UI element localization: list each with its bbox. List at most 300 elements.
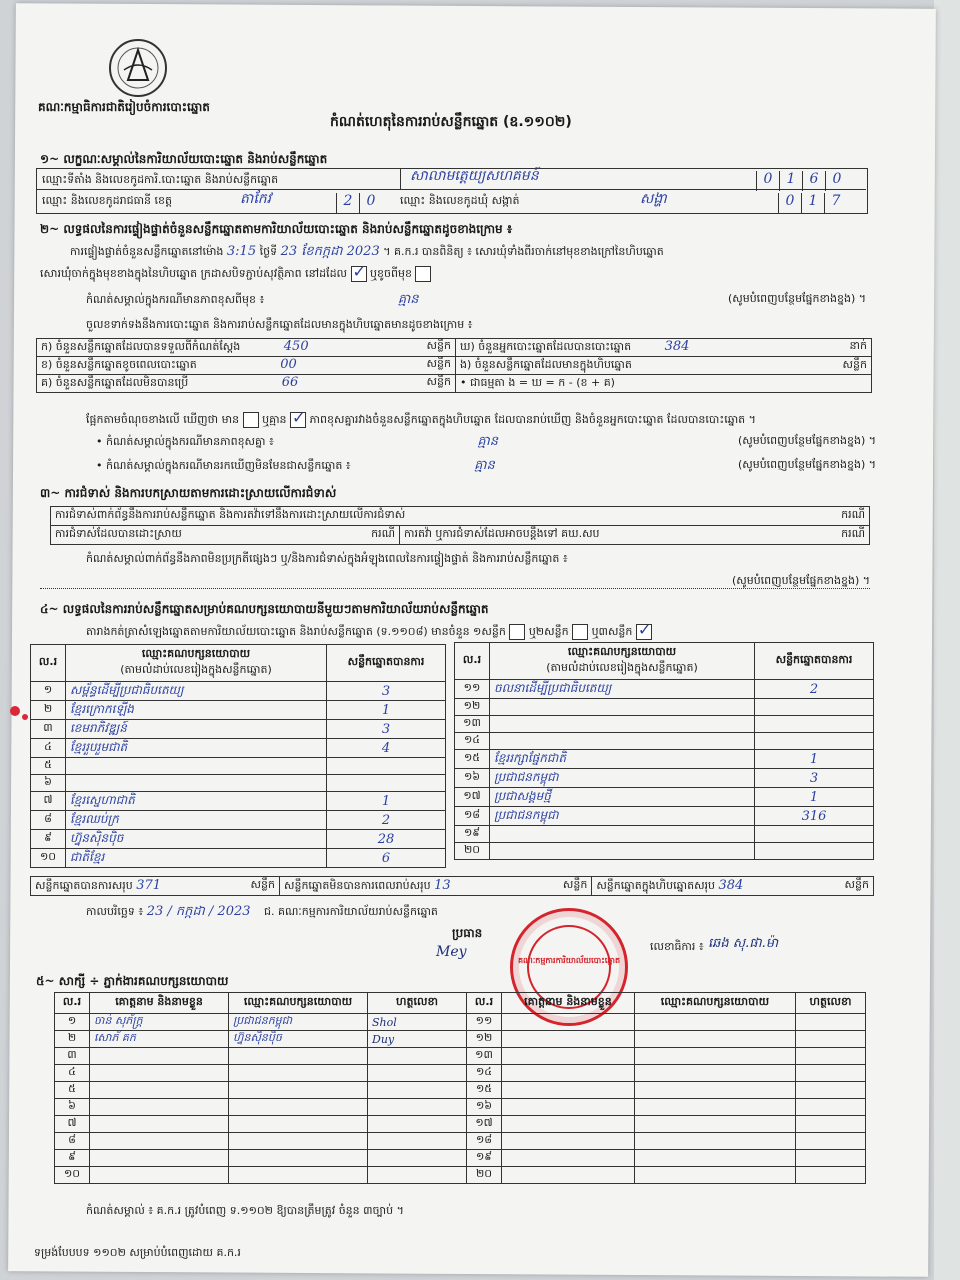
w-col-party: ឈ្មោះគណបក្សនយោបាយ [229,993,368,1014]
row-number: ១៥ [455,750,490,769]
witness-name [90,1167,229,1184]
witness-party [229,1167,368,1184]
total-invalid-value: 13 [434,877,451,893]
s4-sub-text: តារាងកត់ត្រាសំឡេងឆ្នោតតាមការិយាល័យបោះឆ្នោត និងរាប់សន្លឹកឆ្នោត (ទ.១១០៨) មានចំនួន ១សន្លឹក [86,625,506,638]
province-value: តាកែវ [240,191,272,207]
station-code-digit: 6 [802,171,825,191]
witness-no: ១៩ [467,1150,502,1167]
stamp-text: គណៈកម្មការការិយាល័យបោះឆ្នោត [517,956,621,965]
diff-text-a: ផ្អែកតាមចំណុចខាងលើ ឃើញថា មាន [86,413,240,426]
row-number: ២ [31,701,66,720]
sheet1-checkbox[interactable] [509,624,525,640]
diff-yes-checkbox[interactable] [243,412,259,428]
row-number: ៤ [31,739,66,758]
w-col-sign: ហត្ថលេខា [796,993,866,1014]
station-code-digit: 0 [825,171,848,191]
row-number: ៦ [31,775,66,792]
witness-party [634,1099,795,1116]
stain-mark [22,714,28,720]
s2-note-value: គ្មាន [397,292,419,307]
footnote: កំណត់សម្គាល់ ៖ គ.ក.រ ត្រូវបំពេញ ទ.១១០២ ឱ្យបានត្រឹមត្រូវ ចំនួន ៣ច្បាប់ ។ [86,1204,404,1217]
party-name: ចលនាដើម្បីប្រជាធិបតេយ្យ [490,680,755,699]
sheet2-checkbox[interactable] [572,624,588,640]
total-invalid-unit: សន្លឹក [562,877,588,891]
diff-text-b: ឬគ្មាន [262,413,287,426]
witness-sign: Duy [368,1031,467,1048]
witness-sign [368,1099,467,1116]
province-code-digit: 2 [336,193,359,213]
row-number: ១៤ [455,733,490,750]
row-number: ១៦ [455,769,490,788]
chair-label: ប្រធាន [452,926,483,940]
witness-row [55,1082,866,1099]
row-number: ៩ [31,830,66,849]
station-code [756,168,848,191]
witness-sign: Shol [368,1014,467,1031]
commune-code-digit: 0 [778,193,801,213]
count-row-value: 450 [283,339,309,354]
witness-row [55,1065,866,1082]
result-row [31,775,446,792]
witness-party [634,1014,795,1031]
witness-name [502,1133,635,1150]
witness-no: ៦ [55,1099,90,1116]
witness-party [634,1065,795,1082]
s2-line1 [70,244,870,260]
witness-sign [796,1048,866,1065]
s4-opt2: ឬ២សន្លឹក [528,625,569,638]
witness-sign [368,1065,467,1082]
result-row [455,680,874,699]
station-code-digit: 1 [779,171,802,191]
party-name [490,733,755,750]
vote-count: 4 [327,739,446,758]
s1-heading: ១~ លក្ខណៈសម្គាល់នៃការិយាល័យបោះឆ្នោត និងរាប់សន្លឹកឆ្នោត [40,152,328,166]
w-col-sign: ហត្ថលេខា [368,993,467,1014]
row-number: ១៧ [455,788,490,807]
station-label: ឈ្មោះទីតាំង និងលេខកូដការិ.បោះឆ្នោត និងរាប់សន្លឹកឆ្នោត [42,173,279,186]
commune-code-digit: 7 [824,193,847,213]
party-name: សម្ព័ន្ធដើម្បីប្រជាធិបតេយ្យ [66,682,327,701]
witness-no: ៧ [55,1116,90,1133]
witness-sign [796,1116,866,1133]
station-code-digit: 0 [756,171,779,191]
total-valid-value: 371 [136,877,162,893]
witness-no: ៩ [55,1150,90,1167]
col-party-title: ឈ្មោះគណបក្សនយោបាយ [141,647,251,660]
witness-party [634,1150,795,1167]
witness-party [229,1082,368,1099]
w-col-name: គោត្តនាម និងនាមខ្លួន [502,993,635,1014]
s4-opt3: ឬ៣សន្លឹក [591,625,633,638]
witness-sign [796,1150,866,1167]
province-label: ឈ្មោះ និងលេខកូដរាជធានី ខេត្ត [42,194,172,207]
province-code-digit: 0 [359,193,382,213]
results-table-right [454,642,874,860]
result-row [455,699,874,716]
witness-party [634,1133,795,1150]
result-row [455,788,874,807]
witness-name [502,1167,635,1184]
vote-count: 1 [755,750,874,769]
emblem-logo [106,36,170,100]
result-row [455,843,874,860]
witness-sign [368,1082,467,1099]
witness-no: ៨ [55,1133,90,1150]
bullet2-hint: (សូមបំពេញបន្ថែមផ្នែកខាងខ្នង) ។ [737,458,876,471]
count-row-unit: នាក់ [849,339,867,352]
col-party-subtitle: (តាមលំដាប់លេខរៀងក្នុងសន្លឹកឆ្នោត) [546,661,698,674]
witness-row [55,1116,866,1133]
row-number: ៣ [31,720,66,739]
witness-no: ៥ [55,1082,90,1099]
result-row [31,739,446,758]
witness-sign [368,1150,467,1167]
s2-diff-line [86,412,876,428]
s2-line1-text-b: ថ្ងៃទី [259,245,278,258]
witness-party [229,1116,368,1133]
witness-name [502,1014,635,1031]
count-row-unit: សន្លឹក [842,357,867,371]
witness-party [229,1150,368,1167]
party-name [490,699,755,716]
row-number: ១៣ [455,716,490,733]
witness-party [229,1065,368,1082]
row-number: ៧ [31,792,66,811]
party-name: ខេមរាភិវឌ្ឍន៍ [66,720,327,739]
s2-bullet1 [96,434,876,450]
count-row-value: 384 [664,339,690,354]
party-name: ប្រជាជនកម្ពុជា [490,807,755,826]
wall-background [934,0,960,1280]
s4-heading: ៤~ លទ្ធផលនៃការរាប់សន្លឹកឆ្នោតសម្រាប់គណបក្សនយោបាយនីមួយៗតាមការិយាល័យរាប់សន្លឹកឆ្នោត [40,602,489,616]
party-name [490,843,755,860]
witness-no: ៣ [55,1048,90,1065]
witness-party [634,1031,795,1048]
done-line [86,904,438,920]
result-row [455,716,874,733]
s2-line2 [40,266,870,282]
witness-row [55,1167,866,1184]
witness-no: ៤ [55,1065,90,1082]
witness-no: ១ [55,1014,90,1031]
total-box-unit: សន្លឹក [844,877,869,891]
s2-note-line [86,292,866,308]
witness-sign [796,1082,866,1099]
col-party-header [66,645,327,682]
s2-line1-text-a: ការផ្ទៀងផ្ទាត់ចំនួនសន្លឹកឆ្នោតនៅម៉ោង [70,245,224,258]
vote-count: 3 [755,769,874,788]
party-name: ប្រជាសង្គមថ្មី [490,788,755,807]
vote-count: 1 [327,701,446,720]
witness-name [502,1099,635,1116]
total-invalid-label: សន្លឹកឆ្នោតមិនបានការពេលរាប់សរុប [283,878,431,892]
s1-divider [36,189,866,190]
seal-damaged-checkbox[interactable] [415,266,431,282]
party-name [490,716,755,733]
witness-name [90,1116,229,1133]
row-number: ២០ [455,843,490,860]
row-number: ៨ [31,811,66,830]
s2-note-label: កំណត់សម្គាល់ក្នុងករណីមានភាពខុសពីមុខ ៖ [86,293,265,306]
s3-note-line [40,574,870,589]
or-damaged-text: ឬខូចពីមុខ [370,267,412,280]
party-name: ខ្មែររួបរួមជាតិ [66,739,327,758]
sheet3-checkbox[interactable] [636,624,652,640]
witness-name [90,1150,229,1167]
s3-table [50,506,870,545]
vote-count [327,775,446,792]
result-row [31,792,446,811]
total-valid-unit: សន្លឹក [250,877,275,891]
row-number: ១២ [455,699,490,716]
result-row [31,682,446,701]
party-name [490,826,755,843]
station-value: សាលាមត្តេយ្យសហគមន៍ [410,168,539,184]
witness-sign [796,1031,866,1048]
totals-row [30,876,874,896]
s3-row2a: ការជំទាស់ដែលបានដោះស្រាយ [55,527,182,540]
party-name [66,758,327,775]
total-valid-label: សន្លឹកឆ្នោតបានការសរុប [35,878,133,892]
chair-signature: Mey [436,944,467,960]
count-row-unit: សន្លឹក [426,339,451,352]
witness-no: ២០ [467,1167,502,1184]
witness-row [55,1150,866,1167]
witness-name [502,1082,635,1099]
witness-party [229,1133,368,1150]
diff-text-c: ភាពខុសគ្នារវាងចំនួនសន្លឹកឆ្នោតក្នុងហិបឆ្នោត ដែលបានរាប់ឃើញ និងចំនួនអ្នកបោះឆ្នោត ដែលបានបោះឆ្នោត ។ [309,413,756,426]
result-row [455,826,874,843]
count-row-label: ង) ចំនួនសន្លឹកឆ្នោតដែលមានក្នុងហិបឆ្នោត [460,357,632,371]
vote-count: 3 [327,682,446,701]
total-box-label: សន្លឹកឆ្នោតក្នុងហិបឆ្នោតសរុប [596,878,716,892]
witness-party [634,1048,795,1065]
form-code: ទម្រង់បែបបទ ១១០២ សម្រាប់បំពេញដោយ គ.ក.រ [34,1246,241,1259]
s3-row1-unit: ករណី [841,508,865,521]
witness-sign [796,1167,866,1184]
party-name: ខ្មែររក្សាផ្នែកជាតិ [490,750,755,769]
witness-name [502,1150,635,1167]
w-col-no: ល.រ [467,993,502,1014]
s2-intro: ចួលខទាក់ទងនឹងការបោះឆ្នោត និងការរាប់សន្លឹកឆ្នោតដែលមានក្នុងហិបឆ្នោតមានដូចខាងក្រោម ៖ [86,318,473,331]
page-title: កំណត់ហេតុនៃការរាប់សន្លឹកឆ្នោត (ឧ.១១០២) [330,114,572,130]
party-name: ខ្មែរស្នេហាជាតិ [66,792,327,811]
vote-count: 6 [327,849,446,868]
vote-count: 28 [327,830,446,849]
witness-no: ១១ [467,1014,502,1031]
count-row-value: 00 [280,357,297,372]
vote-count: 316 [755,807,874,826]
row-number: ១៨ [455,807,490,826]
col-party-subtitle: (តាមលំដាប់លេខរៀងក្នុងសន្លឹកឆ្នោត) [120,663,272,676]
vote-count [755,716,874,733]
witness-sign [368,1133,467,1150]
done-date: 23 / កក្កដា / 2023 [146,904,251,919]
bullet1-value: គ្មាន [477,434,498,449]
col-party-header [490,643,755,680]
s3-heading: ៣~ ការជំទាស់ និងការបកស្រាយតាមការដោះស្រាយលើការជំទាស់ [40,486,337,500]
party-name: ខ្មែរក្រោកឡើង [66,701,327,720]
witness-row [55,1133,866,1150]
vote-count [755,826,874,843]
witness-sign [368,1048,467,1065]
witness-no: ១៤ [467,1065,502,1082]
s3-row1: ការជំទាស់ពាក់ព័ន្ធនឹងការរាប់សន្លឹកឆ្នោត និងការតវ៉ាទៅនឹងការដោះស្រាយលើការជំទាស់ [55,508,406,521]
party-name: ប្រជាជនកម្ពុជា [490,769,755,788]
col-party-title: ឈ្មោះគណបក្សនយោបាយ [567,645,677,658]
witness-name: ចាន់ សុភ័ក្ត្រ [90,1014,229,1031]
diff-no-checkbox[interactable] [290,412,306,428]
result-row [455,807,874,826]
commune-code [778,190,847,213]
witness-row [55,1031,866,1048]
witness-party [229,1048,368,1065]
count-row-label: ក) ចំនួនសន្លឹកឆ្នោតដែលបានទទួលពីកំណត់ស្តែង [41,340,241,353]
count-row-label: ឃ) ចំនួនអ្នកបោះឆ្នោតដែលបានបោះឆ្នោត [460,340,632,353]
witness-party [634,1167,795,1184]
commune-label: ឈ្មោះ និងលេខកូដឃុំ សង្កាត់ [400,194,520,207]
witness-name: សោភ័ គក [90,1031,229,1048]
secretary-signature: ឆេង សុ.ផា.ម៉ា [708,936,779,951]
witness-name [90,1048,229,1065]
s5-heading: ៥~ សាក្សី ÷ ភ្នាក់ងារគណបក្សនយោបាយ [36,974,229,988]
vote-count [755,843,874,860]
count-row-label: ខ) ចំនួនសន្លឹកឆ្នោតខូចពេលបោះឆ្នោត [41,358,197,371]
w-col-party: ឈ្មោះគណបក្សនយោបាយ [634,993,795,1014]
result-row [31,701,446,720]
witness-name [90,1065,229,1082]
witness-party: ប្រជាជនកម្ពុជា [229,1014,368,1031]
witness-party [229,1099,368,1116]
bullet1-label: • កំណត់សម្គាល់ក្នុងករណីមានភាពខុសគ្នា ៖ [96,435,274,448]
done-label: កាលបរិច្ឆេទ ៖ [86,905,144,918]
witness-no: ១៣ [467,1048,502,1065]
seal-intact-checkbox[interactable] [351,266,367,282]
count-row-label: គ) ចំនួនសន្លឹកឆ្នោតដែលមិនបានប្រើ [41,376,189,389]
secretary-label: លេខាធិការ ៖ [650,940,704,953]
committee-name: គណៈកម្មាធិការជាតិរៀបចំការបោះឆ្នោត [38,100,210,114]
result-row [455,750,874,769]
witness-party [634,1116,795,1133]
row-number: ១ [31,682,66,701]
count-row-unit: សន្លឹក [426,375,451,388]
col-no-header: ល.រ [455,643,490,680]
witness-table [54,992,866,1184]
result-row [31,720,446,739]
witness-name [502,1065,635,1082]
s3-row2b-unit: ករណី [841,527,865,540]
witness-sign [368,1167,467,1184]
witness-sign [368,1116,467,1133]
s3-row2a-unit: ករណី [371,527,395,540]
witness-sign [796,1099,866,1116]
result-row [31,811,446,830]
vote-count [327,758,446,775]
witness-no: ១០ [55,1167,90,1184]
s2-fill-hint: (សូមបំពេញបន្ថែមផ្នែកខាងខ្នង) ។ [727,292,866,305]
vote-count: 1 [755,788,874,807]
stain-mark [10,706,20,716]
party-name: ជាតិខ្មែរ [66,849,327,868]
witness-name [90,1099,229,1116]
col-votes-header: សន្លឹកឆ្នោតបានការ [327,645,446,682]
result-row [455,769,874,788]
result-row [31,758,446,775]
result-row [455,733,874,750]
witness-name [502,1031,635,1048]
witness-name [502,1048,635,1065]
vote-count: 3 [327,720,446,739]
witness-name [90,1082,229,1099]
row-number: ៥ [31,758,66,775]
vote-count [755,699,874,716]
witness-no: ១៥ [467,1082,502,1099]
witness-row [55,1099,866,1116]
count-row-unit: សន្លឹក [426,357,451,370]
province-code [336,190,382,213]
results-table-left [30,644,446,868]
w-col-name: គោត្តនាម និងនាមខ្លួន [90,993,229,1014]
count-row-value: 66 [281,375,299,390]
witness-party: ហ្វ៊ុនស៊ិនប៉ិច [229,1031,368,1048]
s2-count-table [36,338,872,393]
commune-code-digit: 1 [801,193,824,213]
party-name: ខ្មែរឈប់ក្រ [66,811,327,830]
party-name: ហ្វ៊ុនស៊ិនប៉ិច [66,830,327,849]
date-value: 23 ខែកក្កដា 2023 [280,244,380,259]
vote-count [755,733,874,750]
witness-sign [796,1133,866,1150]
vote-count: 2 [755,680,874,699]
s2-bullet2 [96,458,876,474]
total-box-value: 384 [718,877,744,893]
result-row [31,830,446,849]
vote-count: 1 [327,792,446,811]
row-number: ១៩ [455,826,490,843]
witness-no: ១៦ [467,1099,502,1116]
col-no-header: ល.រ [31,645,66,682]
row-number: ១០ [31,849,66,868]
witness-row [55,1014,866,1031]
witness-no: ២ [55,1031,90,1048]
w-col-no: ល.រ [55,993,90,1014]
witness-no: ១២ [467,1031,502,1048]
s2-line1-text-c: ។ គ.ក.រ បានពិនិត្យ ៖ សោរឃុំទាំងពីរចាក់នៅមុខខាងក្រៅនៃហិបឆ្នោត [383,245,664,258]
row-number: ១១ [455,680,490,699]
witness-name [90,1133,229,1150]
witness-row [55,1048,866,1065]
witness-name [502,1116,635,1133]
bullet1-hint: (សូមបំពេញបន្ថែមផ្នែកខាងខ្នង) ។ [737,434,876,447]
s4-sub [86,624,876,640]
bullet2-value: គ្មាន [474,458,495,473]
count-formula: • ជាធម្មតា ង = ឃ = ក - (ខ + គ) [460,375,615,389]
witness-party [634,1082,795,1099]
s3-note: កំណត់សម្គាល់ពាក់ព័ន្ធនឹងភាពមិនប្រក្រតីផ្សេងៗ ឬ/និងការជំទាស់ក្នុងអំឡុងពេលនៃការផ្ទៀងផ្ទាត់ និងការរាប់សន្លឹកឆ្នោត ៖ [86,552,568,565]
s3-row2b: ការតវ៉ា ឬការជំទាស់ដែលអាចបន្តឹងទៅ គឃ.សប [404,527,600,540]
vote-count: 2 [327,811,446,830]
commune-value: សង្ហា [640,191,667,207]
committee-sign-label: ជ. គណៈកម្មការការិយាល័យរាប់សន្លឹកឆ្នោត [264,905,438,918]
s2-heading: ២~ លទ្ធផលនៃការផ្ទៀងផ្ទាត់ចំនួនសន្លឹកឆ្នោតតាមការិយាល័យបោះឆ្នោត និងរាប់សន្លឹកឆ្នោតដូចខាងក្រោម ៖ [40,222,513,236]
witness-sign [796,1014,866,1031]
result-row [31,849,446,868]
witness-sign [796,1065,866,1082]
bullet2-label: • កំណត់សម្គាល់ក្នុងករណីមានរកឃើញមិនមែនជាសន្លឹកឆ្នោត ៖ [96,459,351,472]
s2-line2-text: សោរឃុំចាក់ក្នុងមុខខាងក្នុងនៃហិបឆ្នោត ក្រដាសបិទភ្ជាប់សុវត្ថិភាព នៅដដែល [40,267,348,280]
party-name [66,775,327,792]
